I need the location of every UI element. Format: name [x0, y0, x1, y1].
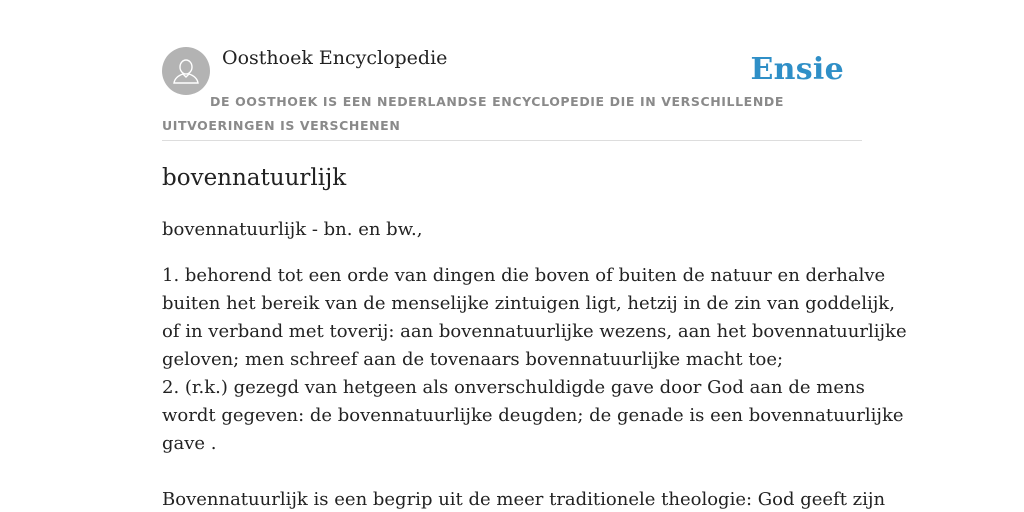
site-header	[162, 46, 862, 141]
definition-line: buiten het bereik van de menselijke zintuigen ligt, hetzij in de zin van goddelijk,	[162, 293, 895, 314]
definition-line: gave .	[162, 433, 217, 454]
site-tagline: DE OOSTHOEK IS EEN NEDERLANDSE ENCYCLOPEDIE DIE IN VERSCHILLENDE UITVOERINGEN IS VERSCHENEN	[162, 94, 784, 133]
definition-line: 2. (r.k.) gezegd van hetgeen als onverschuldigde gave door God aan de mens	[162, 377, 865, 398]
definition-line: wordt gegeven: de bovennatuurlijke deugden; de genade is een bovennatuurlijke	[162, 405, 904, 426]
article	[162, 160, 907, 512]
article-title: bovennatuurlijk	[162, 165, 347, 191]
brand-logo[interactable]: Ensie	[750, 52, 844, 87]
user-silhouette-icon[interactable]	[162, 47, 210, 95]
definition-line: of in verband met toverij: aan bovennatuurlijke wezens, aan het bovennatuurlijke	[162, 321, 907, 342]
definition-line: geloven; men schreef aan de tovenaars bovennatuurlijke macht toe;	[162, 349, 784, 370]
headword-line: bovennatuurlijk - bn. en bw.,	[162, 219, 423, 240]
definition-line: 1. behorend tot een orde van dingen die boven of buiten de natuur en derhalve	[162, 265, 886, 286]
definition	[162, 262, 907, 458]
article-paragraph: Bovennatuurlijk is een begrip uit de meer traditionele theologie: God geeft zijn	[162, 489, 886, 510]
site-name[interactable]: Oosthoek Encyclopedie	[222, 47, 448, 69]
